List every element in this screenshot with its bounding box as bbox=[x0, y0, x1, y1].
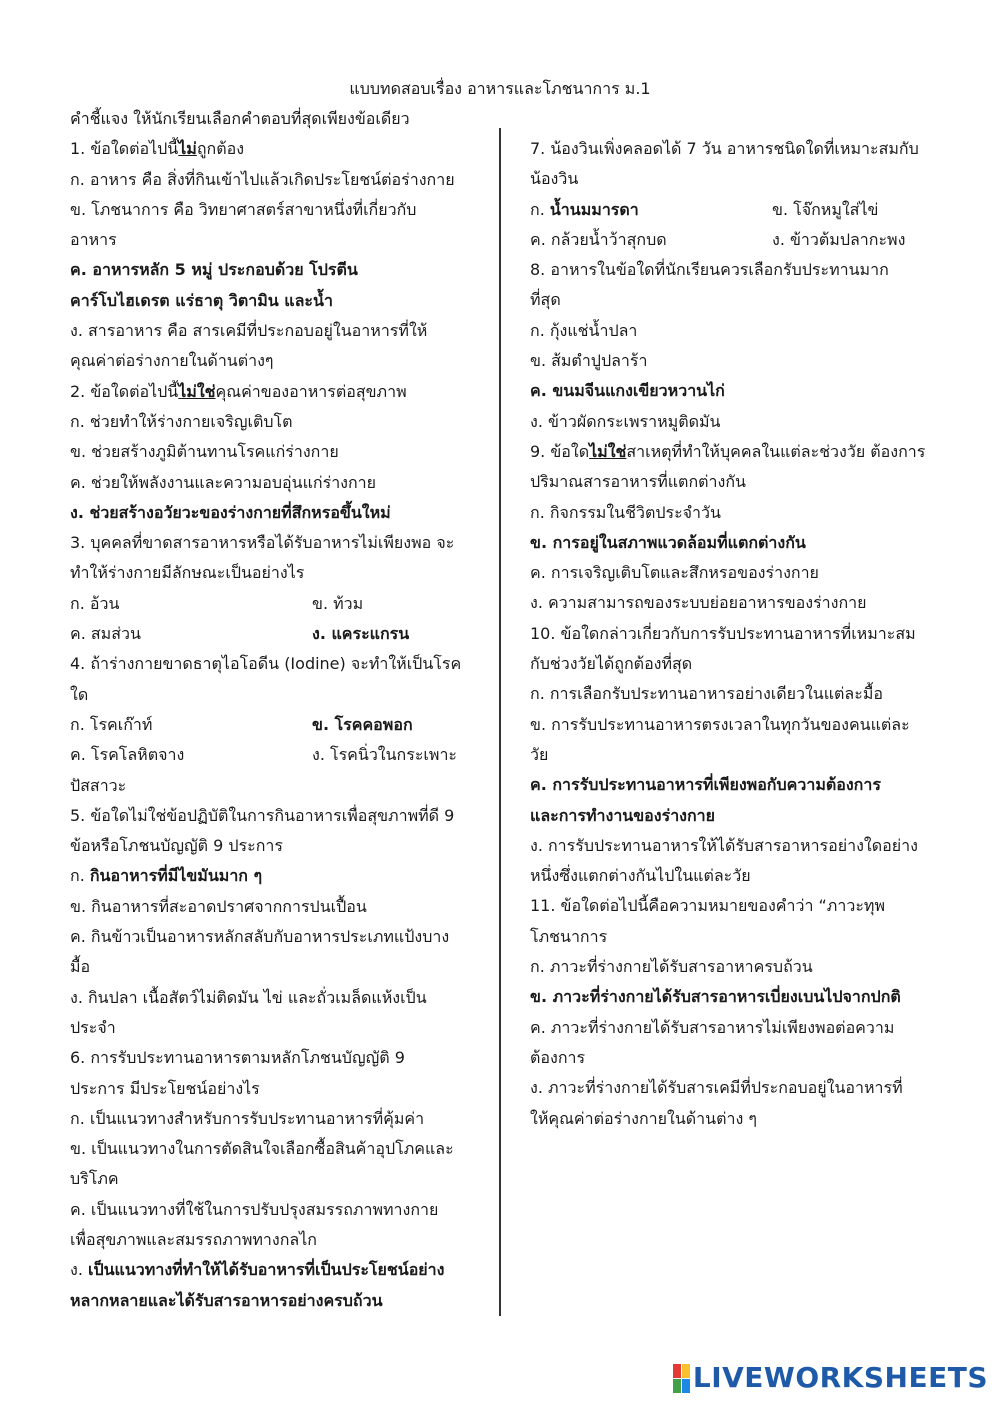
q9-negation: ไม่ใช่ bbox=[589, 441, 627, 461]
q9-option-c[interactable]: ค. การเจริญเติบโตและสึกหรอของร่างกาย bbox=[530, 563, 819, 583]
q8-option-b[interactable]: ข. ส้มตำปูปลาร้า bbox=[530, 351, 648, 371]
q4-option-d[interactable]: ง. โรคนิ่วในกระเพาะ bbox=[312, 745, 458, 765]
q1-option-d[interactable]: ง. สารอาหาร คือ สารเคมีที่ประกอบอยู่ในอาหารที่ให้ bbox=[70, 321, 428, 341]
logo-icon-square-red bbox=[673, 1364, 681, 1378]
q1-option-a[interactable]: ก. อาหาร คือ สิ่งที่กินเข้าไปแล้วเกิดประโยชน์ต่อร่างกาย bbox=[70, 169, 455, 189]
q9-option-b[interactable]: ข. การอยู่ในสภาพแวดล้อมที่แตกต่างกัน bbox=[530, 532, 806, 552]
q2-option-a[interactable]: ก. ช่วยทำให้ร่างกายเจริญเติบโต bbox=[70, 411, 293, 431]
q1-option-c-cont: คาร์โบไฮเดรต แร่ธาตุ วิตามิน และน้ำ bbox=[70, 290, 333, 310]
q1-option-c[interactable]: ค. อาหารหลัก 5 หมู่ ประกอบด้วย โปรตีน bbox=[70, 260, 358, 280]
q9-text: 9. ข้อใด bbox=[530, 441, 590, 461]
q7-option-d[interactable]: ง. ข้าวต้มปลากะพง bbox=[772, 229, 906, 249]
question-3: 3. บุคคลที่ขาดสารอาหารหรือได้รับอาหารไม่เพียงพอ จะ bbox=[70, 533, 455, 553]
question-11-cont: โภชนาการ bbox=[530, 926, 608, 946]
q7-options-row-2 bbox=[530, 225, 942, 255]
q8-option-d[interactable]: ง. ข้าวผัดกระเพราหมูติดมัน bbox=[530, 411, 721, 431]
q1-option-b[interactable]: ข. โภชนาการ คือ วิทยาศาสตร์สาขาหนึ่งที่เกี่ยวกับ bbox=[70, 199, 417, 219]
right-column bbox=[530, 134, 942, 1134]
question-4: 4. ถ้าร่างกายขาดธาตุไอโอดีน (Iodine) จะทำให้เป็นโรค bbox=[70, 654, 462, 674]
q10-option-c[interactable]: ค. การรับประทานอาหารที่เพียงพอกับความต้องการ bbox=[530, 775, 881, 795]
question-11: 11. ข้อใดต่อไปนี้คือความหมายของคำว่า “ภาวะทุพ bbox=[530, 896, 885, 916]
q5-option-d-cont: ประจำ bbox=[70, 1017, 116, 1037]
question-9-cont: ปริมาณสารอาหารที่แตกต่างกัน bbox=[530, 472, 746, 492]
q3-options-row-1 bbox=[70, 589, 490, 619]
q9-option-d[interactable]: ง. ความสามารถของระบบย่อยอาหารของร่างกาย bbox=[530, 593, 867, 613]
q11-option-c-cont: ต้องการ bbox=[530, 1047, 586, 1067]
question-10: 10. ข้อใดกล่าวเกี่ยวกับการรับประทานอาหารที่เหมาะสม bbox=[530, 623, 916, 643]
q10-option-b[interactable]: ข. การรับประทานอาหารตรงเวลาในทุกวันของคนแต่ละ bbox=[530, 714, 910, 734]
q3-option-d[interactable]: ง. แคระแกรน bbox=[312, 624, 410, 644]
q6-option-d-cont: หลากหลายและได้รับสารอาหารอย่างครบถ้วน bbox=[70, 1290, 383, 1310]
column-divider bbox=[499, 128, 501, 1316]
q4-option-c[interactable]: ค. โรคโลหิตจาง bbox=[70, 745, 185, 765]
logo-icon-square-blue bbox=[682, 1379, 690, 1393]
q1-option-b-cont: อาหาร bbox=[70, 230, 117, 250]
q5-option-a[interactable] bbox=[70, 861, 490, 891]
q6-option-a[interactable]: ก. เป็นแนวทางสำหรับการรับประทานอาหารที่คุ้มค่า bbox=[70, 1108, 425, 1128]
q4-option-b[interactable]: ข. โรคคอพอก bbox=[312, 714, 413, 734]
q5-option-a-text: กินอาหารที่มีไขมันมาก ๆ bbox=[89, 866, 263, 886]
question-6-cont: ประการ มีประโยชน์อย่างไร bbox=[70, 1078, 260, 1098]
q5-option-c[interactable]: ค. กินข้าวเป็นอาหารหลักสลับกับอาหารประเภทแป้งบาง bbox=[70, 927, 450, 947]
q3-options-row-2 bbox=[70, 619, 490, 649]
q9-text-end: สาเหตุที่ทำให้บุคคลในแต่ละช่วงวัย ต้องการ bbox=[626, 441, 926, 461]
q7-option-a[interactable] bbox=[530, 195, 772, 225]
left-column bbox=[70, 104, 490, 1316]
q8-option-c[interactable]: ค. ขนมจีนแกงเขียวหวานไก่ bbox=[530, 381, 725, 401]
question-3-cont: ทำให้ร่างกายมีลักษณะเป็นอย่างไร bbox=[70, 563, 305, 583]
q1-negation: ไม่ bbox=[178, 139, 197, 159]
q4-option-d-cont: ปัสสาวะ bbox=[70, 775, 127, 795]
question-6: 6. การรับประทานอาหารตามหลักโภชนบัญญัติ 9 bbox=[70, 1048, 405, 1068]
instruction: คำชี้แจง ให้นักเรียนเลือกคำตอบที่สุดเพียงข้อเดียว bbox=[70, 109, 410, 128]
logo-icon-square-yellow bbox=[682, 1364, 690, 1378]
q11-option-b[interactable]: ข. ภาวะที่ร่างกายได้รับสารอาหารเบี่ยงเบนไปจากปกติ bbox=[530, 987, 901, 1007]
q6-option-d-prefix: ง. bbox=[70, 1260, 88, 1280]
q7-option-b[interactable]: ข. โจ๊กหมูใส่ไข่ bbox=[772, 199, 879, 219]
logo-icon-square-green bbox=[673, 1379, 681, 1393]
q9-option-a[interactable]: ก. กิจกรรมในชีวิตประจำวัน bbox=[530, 502, 721, 522]
q5-option-b[interactable]: ข. กินอาหารที่สะอาดปราศจากการปนเปื้อน bbox=[70, 896, 367, 916]
q5-option-a-prefix: ก. bbox=[70, 866, 90, 886]
q6-option-c[interactable]: ค. เป็นแนวทางที่ใช้ในการปรับปรุงสมรรถภาพทางกาย bbox=[70, 1199, 439, 1219]
q2-negation: ไม่ใช่ bbox=[178, 381, 216, 401]
q10-option-a[interactable]: ก. การเลือกรับประทานอาหารอย่างเดียวในแต่ละมื้อ bbox=[530, 684, 883, 704]
q4-option-a[interactable]: ก. โรคเก๊าท์ bbox=[70, 714, 153, 734]
q2-option-b[interactable]: ข. ช่วยสร้างภูมิต้านทานโรคแก่ร่างกาย bbox=[70, 442, 339, 462]
q3-option-a[interactable]: ก. อ้วน bbox=[70, 593, 120, 613]
q11-option-c[interactable]: ค. ภาวะที่ร่างกายได้รับสารอาหารไม่เพียงพอต่อความ bbox=[530, 1017, 895, 1037]
q3-option-b[interactable]: ข. ท้วม bbox=[312, 593, 364, 613]
question-7-cont: น้องวิน bbox=[530, 169, 579, 189]
question-8: 8. อาหารในข้อใดที่นักเรียนควรเลือกรับประทานมาก bbox=[530, 260, 889, 280]
question-8-cont: ที่สุด bbox=[530, 290, 561, 310]
q2-option-c[interactable]: ค. ช่วยให้พลังงานและความอบอุ่นแก่ร่างกาย bbox=[70, 472, 377, 492]
q6-option-d[interactable] bbox=[70, 1255, 490, 1285]
question-9 bbox=[530, 437, 942, 467]
question-10-cont: กับช่วงวัยได้ถูกต้องที่สุด bbox=[530, 654, 693, 674]
q6-option-d-text: เป็นแนวทางที่ทำให้ได้รับอาหารที่เป็นประโยชน์อย่าง bbox=[87, 1260, 445, 1280]
q10-option-d-cont: หนึ่งซึ่งแตกต่างกันไปในแต่ละวัย bbox=[530, 866, 751, 886]
q4-options-row-1 bbox=[70, 710, 490, 740]
q8-option-a[interactable]: ก. กุ้งแช่น้ำปลา bbox=[530, 320, 638, 340]
q1-option-d-cont: คุณค่าต่อร่างกายในด้านต่างๆ bbox=[70, 351, 274, 371]
question-1 bbox=[70, 134, 490, 164]
q7-option-c[interactable]: ค. กล้วยน้ำว้าสุกบด bbox=[530, 229, 667, 249]
logo-text: LIVEWORKSHEETS bbox=[692, 1361, 988, 1394]
question-5-cont: ข้อหรือโภชนบัญญัติ 9 ประการ bbox=[70, 836, 284, 856]
q10-option-c-cont: และการทำงานของร่างกาย bbox=[530, 805, 716, 825]
q1-text: 1. ข้อใดต่อไปนี้ bbox=[70, 139, 179, 159]
q11-option-d[interactable]: ง. ภาวะที่ร่างกายได้รับสารเคมีที่ประกอบอยู่ในอาหารที่ bbox=[530, 1078, 903, 1098]
liveworksheets-logo[interactable] bbox=[673, 1361, 988, 1394]
q7-option-a-text: น้ำนมมารดา bbox=[549, 199, 639, 219]
page-title: แบบทดสอบเรื่อง อาหารและโภชนาการ ม.1 bbox=[349, 79, 651, 98]
q6-option-b-cont: บริโภค bbox=[70, 1169, 119, 1189]
q4-options-row-2 bbox=[70, 740, 490, 770]
q6-option-c-cont: เพื่อสุขภาพและสมรรถภาพทางกลไก bbox=[70, 1229, 317, 1249]
q7-option-a-prefix: ก. bbox=[530, 199, 550, 219]
q11-option-d-cont: ให้คุณค่าต่อร่างกายในด้านต่าง ๆ bbox=[530, 1108, 757, 1128]
q7-options-row-1 bbox=[530, 195, 942, 225]
q2-text: 2. ข้อใดต่อไปนี้ bbox=[70, 381, 179, 401]
q11-option-a[interactable]: ก. ภาวะที่ร่างกายได้รับสารอาหาครบถ้วน bbox=[530, 957, 813, 977]
question-5: 5. ข้อใดไม่ใช่ข้อปฏิบัติในการกินอาหารเพื่อสุขภาพที่ดี 9 bbox=[70, 805, 455, 825]
question-4-cont: ใด bbox=[70, 684, 89, 704]
liveworksheets-logo-icon bbox=[673, 1364, 689, 1392]
q5-option-c-cont: มื้อ bbox=[70, 957, 91, 977]
question-7: 7. น้องวินเพิ่งคลอดได้ 7 วัน อาหารชนิดใดที่เหมาะสมกับ bbox=[530, 139, 919, 158]
q1-text-end: ถูกต้อง bbox=[196, 139, 245, 159]
q2-text-end: คุณค่าของอาหารต่อสุขภาพ bbox=[215, 381, 407, 401]
q2-option-d[interactable]: ง. ช่วยสร้างอวัยวะของร่างกายที่สึกหรอขึ้นใหม่ bbox=[70, 502, 391, 522]
q10-option-b-cont: วัย bbox=[530, 744, 549, 764]
q6-option-b[interactable]: ข. เป็นแนวทางในการตัดสินใจเลือกซื้อสินค้าอุปโภคและ bbox=[70, 1139, 454, 1159]
question-2 bbox=[70, 377, 490, 407]
q5-option-d[interactable]: ง. กินปลา เนื้อสัตว์ไม่ติดมัน ไข่ และถั่วเมล็ดแห้งเป็น bbox=[70, 987, 427, 1007]
q3-option-c[interactable]: ค. สมส่วน bbox=[70, 624, 141, 644]
q10-option-d[interactable]: ง. การรับประทานอาหารให้ได้รับสารอาหารอย่างใดอย่าง bbox=[530, 835, 918, 855]
